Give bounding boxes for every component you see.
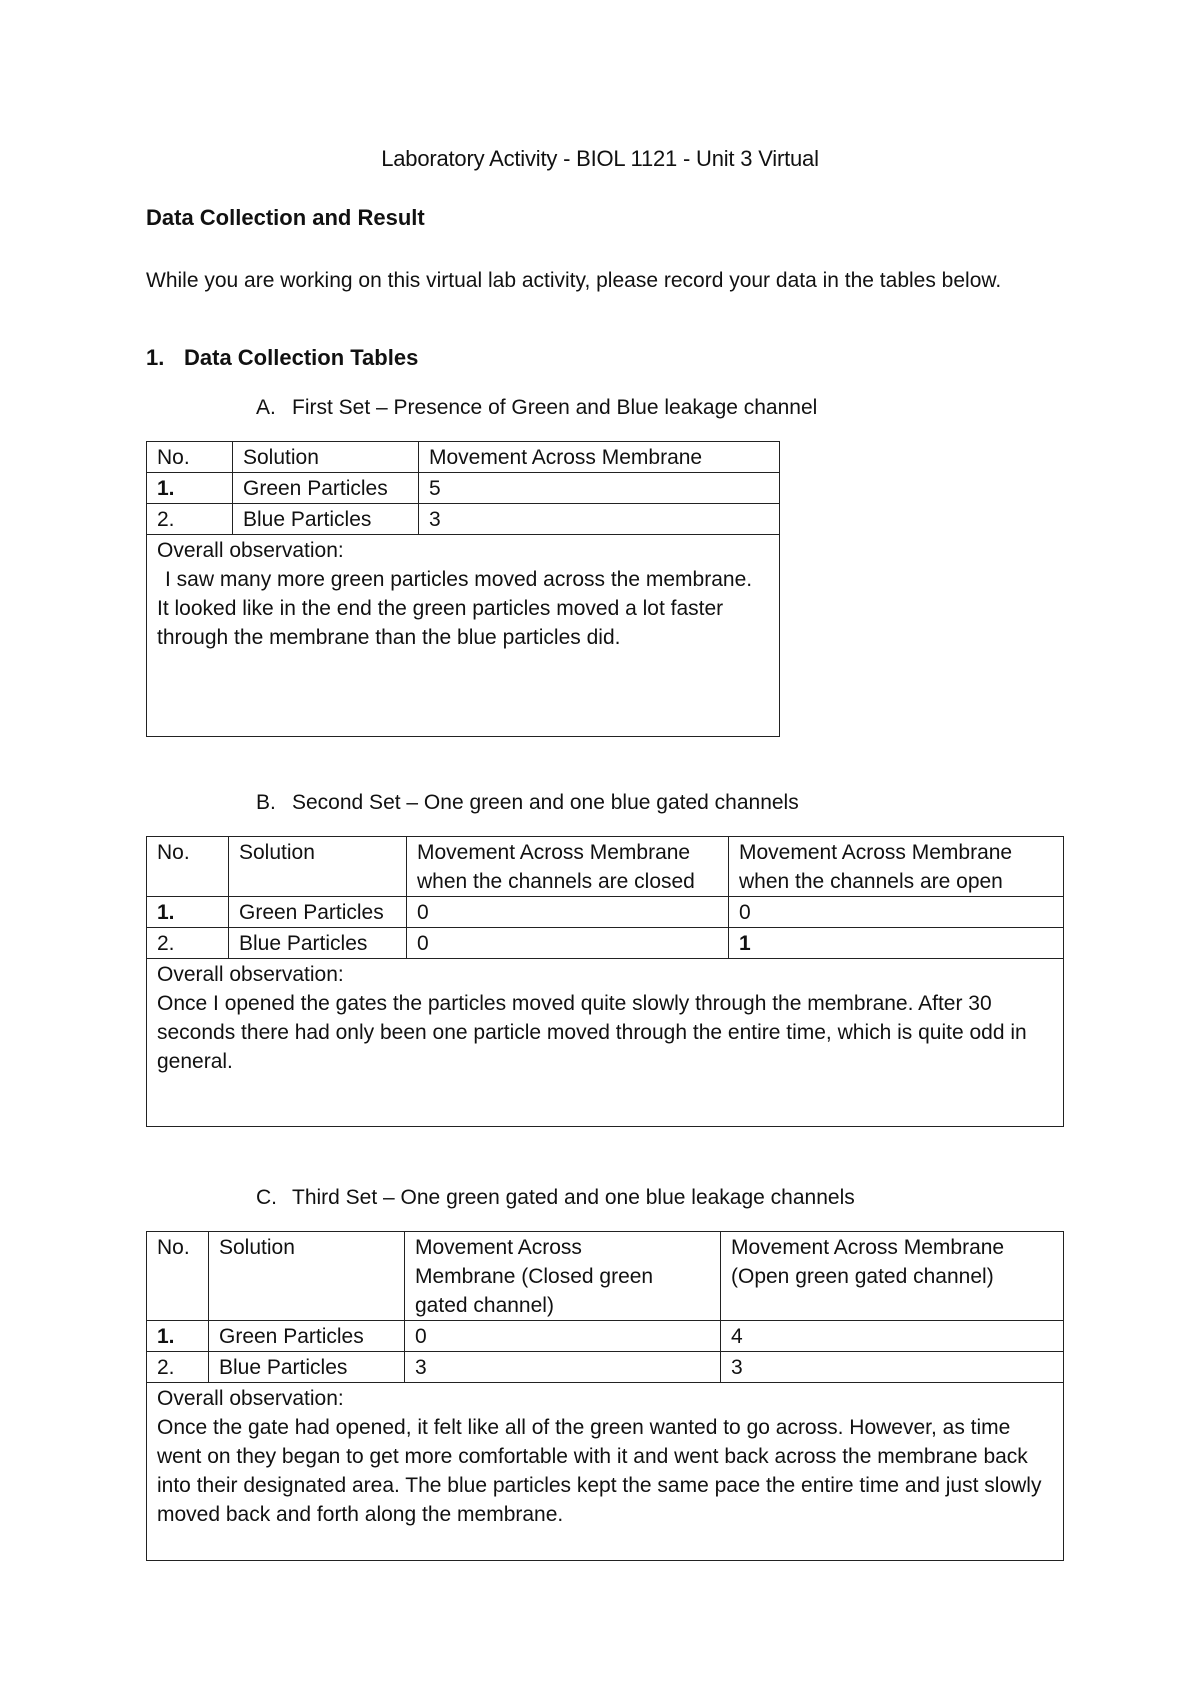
set-a-table — [146, 441, 780, 737]
header-cell: No. — [147, 1232, 209, 1321]
open-cell: 1 — [729, 928, 1064, 959]
header-cell: No. — [147, 837, 229, 897]
set-b-letter: B. — [256, 791, 276, 814]
set-a-caption-text: First Set – Presence of Green and Blue leakage channel — [292, 396, 818, 419]
observation-cell — [147, 1383, 1064, 1561]
table-header-row — [147, 837, 1064, 897]
observation-cell — [147, 535, 780, 737]
observation-label: Overall observation: — [157, 539, 344, 562]
closed-cell: 0 — [405, 1321, 721, 1352]
table-header-row — [147, 1232, 1064, 1321]
observation-row — [147, 535, 780, 737]
closed-cell: 3 — [405, 1352, 721, 1383]
set-a-caption — [256, 396, 817, 420]
open-cell: 4 — [721, 1321, 1064, 1352]
row-number: 2. — [147, 928, 229, 959]
set-b-caption — [256, 791, 799, 815]
open-cell: 0 — [729, 897, 1064, 928]
set-b-caption-text: Second Set – One green and one blue gated channels — [292, 791, 799, 814]
table-row — [147, 504, 780, 535]
header-cell: Movement Across Membrane (Open green gated channel) — [721, 1232, 1064, 1321]
open-cell: 3 — [721, 1352, 1064, 1383]
row-number: 2. — [147, 1352, 209, 1383]
header-cell: Movement Across Membrane when the channels are open — [729, 837, 1064, 897]
header-cell: Movement Across Membrane (Closed green gated channel) — [405, 1232, 721, 1321]
observation-text: Once the gate had opened, it felt like all of the green wanted to go across. However, as time went on they began to get more comfortable with it and went back across the membrane back into their designated area. The blue particles kept the same pace the entire time and just slowly moved back and forth along the membrane. — [157, 1416, 1042, 1526]
movement-cell: 3 — [419, 504, 780, 535]
observation-text: I saw many more green particles moved across the membrane. It looked like in the end the green particles moved a lot faster through the membrane than the blue particles did. — [157, 568, 753, 649]
row-number: 1. — [147, 1321, 209, 1352]
set-c-caption-text: Third Set – One green gated and one blue leakage channels — [292, 1186, 855, 1209]
table-row — [147, 473, 780, 504]
set-a-letter: A. — [256, 396, 276, 419]
solution-cell: Green Particles — [233, 473, 419, 504]
solution-cell: Blue Particles — [209, 1352, 405, 1383]
list-heading — [146, 345, 418, 371]
row-number: 1. — [147, 473, 233, 504]
header-cell: Movement Across Membrane when the channels are closed — [407, 837, 729, 897]
table-row — [147, 928, 1064, 959]
solution-cell: Green Particles — [209, 1321, 405, 1352]
movement-cell: 5 — [419, 473, 780, 504]
set-c-table — [146, 1231, 1064, 1561]
section-heading: Data Collection and Result — [146, 205, 425, 230]
header-cell: Solution — [209, 1232, 405, 1321]
observation-label: Overall observation: — [157, 1387, 344, 1410]
row-number: 2. — [147, 504, 233, 535]
header-cell: No. — [147, 442, 233, 473]
set-c-caption — [256, 1186, 855, 1210]
closed-cell: 0 — [407, 897, 729, 928]
observation-row — [147, 1383, 1064, 1561]
closed-cell: 0 — [407, 928, 729, 959]
solution-cell: Blue Particles — [233, 504, 419, 535]
observation-cell — [147, 959, 1064, 1127]
table-header-row — [147, 442, 780, 473]
header-cell: Movement Across Membrane — [419, 442, 780, 473]
table-row — [147, 1352, 1064, 1383]
table-row — [147, 1321, 1064, 1352]
solution-cell: Green Particles — [229, 897, 407, 928]
table-row — [147, 897, 1064, 928]
page-title: Laboratory Activity - BIOL 1121 - Unit 3 Virtual — [381, 146, 819, 171]
set-c-letter: C. — [256, 1186, 277, 1209]
list-heading-text: Data Collection Tables — [184, 345, 419, 370]
list-number: 1. — [146, 345, 165, 370]
observation-label: Overall observation: — [157, 963, 344, 986]
observation-text: Once I opened the gates the particles moved quite slowly through the membrane. After 30 seconds there had only been one particle moved through the entire time, which is quite odd in general. — [157, 992, 1027, 1073]
row-number: 1. — [147, 897, 229, 928]
header-cell: Solution — [233, 442, 419, 473]
intro-paragraph: While you are working on this virtual lab activity, please record your data in the tables below. — [146, 269, 1002, 292]
observation-row — [147, 959, 1064, 1127]
solution-cell: Blue Particles — [229, 928, 407, 959]
header-cell: Solution — [229, 837, 407, 897]
set-b-table — [146, 836, 1064, 1127]
